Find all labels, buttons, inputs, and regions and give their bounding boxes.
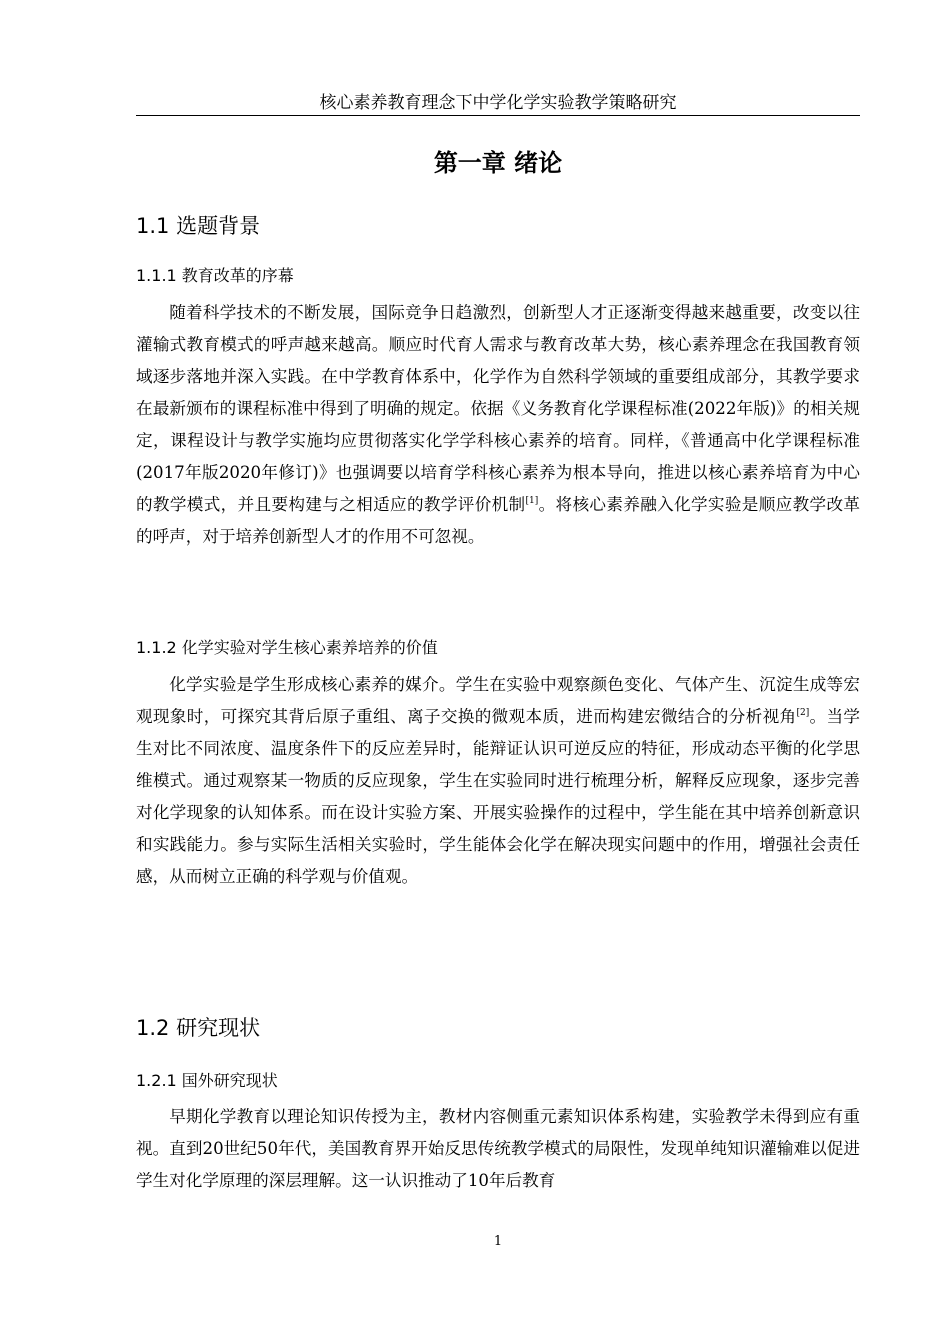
citation-marker: [2] [796,708,810,718]
section-heading-1-1: 1.1 选题背景 [136,214,261,238]
citation-marker: [1] [525,496,539,506]
paragraph-text: 早期化学教育以理论知识传授为主，教材内容侧重元素知识体系构建，实验教学未得到应有重视。直到20世纪50年代，美国教育界开始反思传统教学模式的局限性，发现单纯知识灌输难以促进学生对化学原理的深层理解。这一认识推动了10年后教育 [136,1107,860,1190]
paragraph-education-reform [136,297,860,553]
page-number: 1 [493,1234,503,1249]
chapter-title: 第一章 绪论 [433,149,563,177]
paragraph-text: 。当学生对比不同浓度、温度条件下的反应差异时，能辩证认识可逆反应的特征，形成动态平衡的化学思维模式。通过观察某一物质的反应现象，学生在实验同时进行梳理分析，解释反应现象，逐步完善对化学现象的认知体系。而在设计实验方案、开展实验操作的过程中，学生能在其中培养创新意识和实践能力。参与实际生活相关实验时，学生能体会化学在解决现实问题中的作用，增强社会责任感，从而树立正确的科学观与价值观。 [136,707,861,886]
running-header: 核心素养教育理念下中学化学实验教学策略研究 [319,93,677,113]
paragraph-foreign-research [136,1101,860,1197]
paragraph-text: 化学实验是学生形成核心素养的媒介。学生在实验中观察颜色变化、气体产生、沉淀生成等宏观现象时，可探究其背后原子重组、离子交换的微观本质，进而构建宏微结合的分析视角 [136,675,860,726]
subsection-heading-1-1-2: 1.1.2 化学实验对学生核心素养培养的价值 [136,638,438,657]
section-heading-1-2: 1.2 研究现状 [136,1016,261,1040]
subsection-heading-1-1-1: 1.1.1 教育改革的序幕 [136,266,294,285]
paragraph-experiment-value [136,669,860,893]
subsection-heading-1-2-1: 1.2.1 国外研究现状 [136,1071,278,1090]
header-rule [136,115,860,116]
paragraph-text: 随着科学技术的不断发展，国际竞争日趋激烈，创新型人才正逐渐变得越来越重要，改变以往灌输式教育模式的呼声越来越高。顺应时代育人需求与教育改革大势，核心素养理念在我国教育领域逐步落地并深入实践。在中学教育体系中，化学作为自然科学领域的重要组成部分，其教学要求在最新颁布的课程标准中得到了明确的规定。依据《义务教育化学课程标准(2022年版)》的相关规定，课程设计与教学实施均应贯彻落实化学学科核心素养的培育。同样，《普通高中化学课程标准(2017年版2020年修订)》也强调要以培育学科核心素养为根本导向，推进以核心素养培育为中心的教学模式，并且要构建与之相适应的教学评价机制 [136,303,860,514]
paragraph-text: 。将核心素养融入化学实验是顺应教学改革的呼声，对于培养创新型人才的作用不可忽视。 [136,495,861,546]
